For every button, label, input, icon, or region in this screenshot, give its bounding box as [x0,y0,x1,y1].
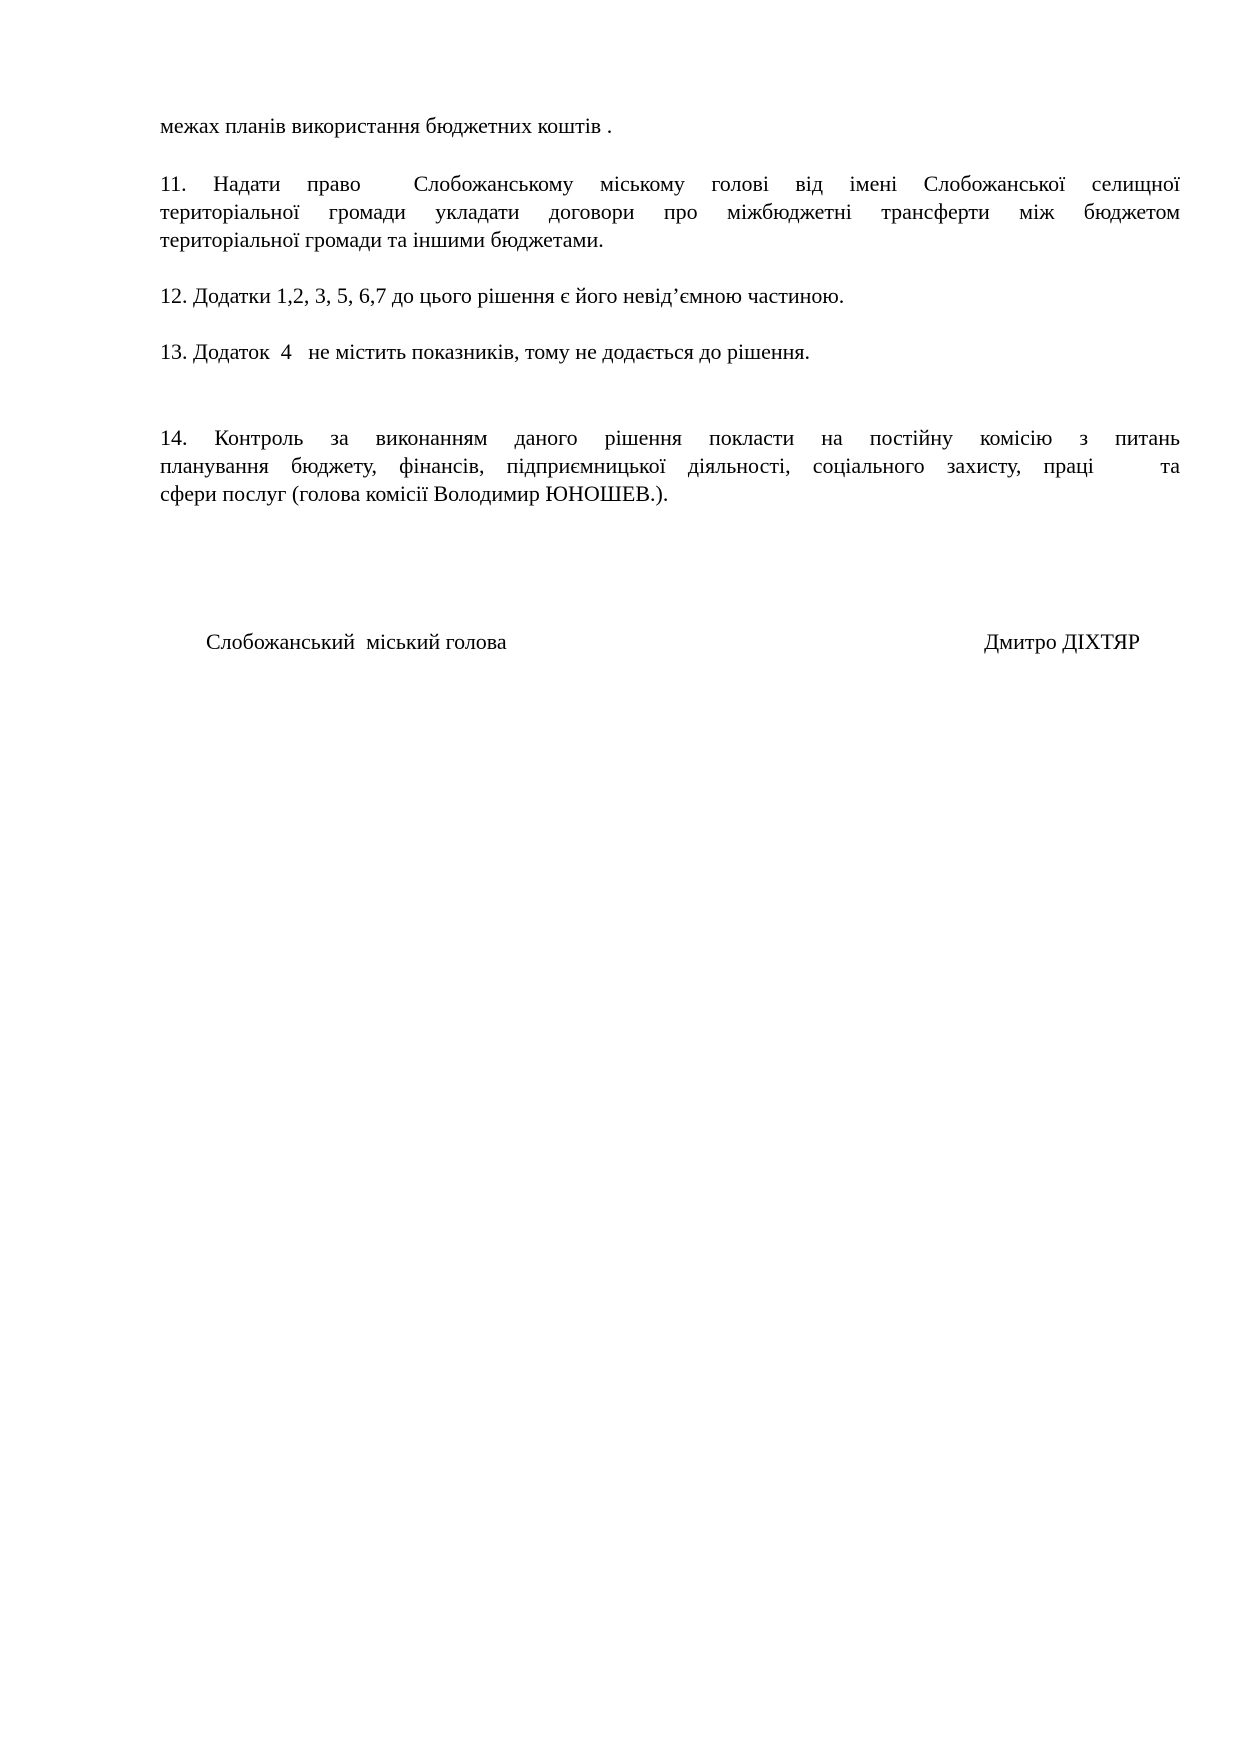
paragraph-continuation-text: межах планів використання бюджетних коштів . [160,113,613,138]
paragraph-14 [160,424,1180,508]
paragraph-14-line-2: планування бюджету, фінансів, підприємницької діяльності, соціального захисту, праці та [160,453,1180,478]
signature-row [160,628,1180,656]
paragraph-continuation [160,112,1180,140]
paragraph-12 [160,282,1180,310]
paragraph-14-line-3: сфери послуг (голова комісії Володимир ЮНОШЕВ.). [160,481,669,506]
paragraph-11-line-1: 11. Надати право Слобожанському міському голові від імені Слобожанської селищної [160,171,1180,196]
signature-name: Дмитро ДІХТЯР [984,629,1140,654]
paragraph-11-line-2: територіальної громади укладати договори про міжбюджетні трансферти між бюджетом [160,199,1180,224]
paragraph-11-line-3: територіальної громади та іншими бюджетами. [160,227,604,252]
paragraph-13-text: 13. Додаток 4 не містить показників, тому не додається до рішення. [160,339,810,364]
paragraph-12-text: 12. Додатки 1,2, 3, 5, 6,7 до цього рішення є його невід’ємною частиною. [160,283,845,308]
paragraph-14-line-1: 14. Контроль за виконанням даного рішення покласти на постійну комісію з питань [160,425,1180,450]
signature-title: Слобожанський міський голова [206,629,507,654]
paragraph-11 [160,170,1180,254]
paragraph-13 [160,338,1180,366]
